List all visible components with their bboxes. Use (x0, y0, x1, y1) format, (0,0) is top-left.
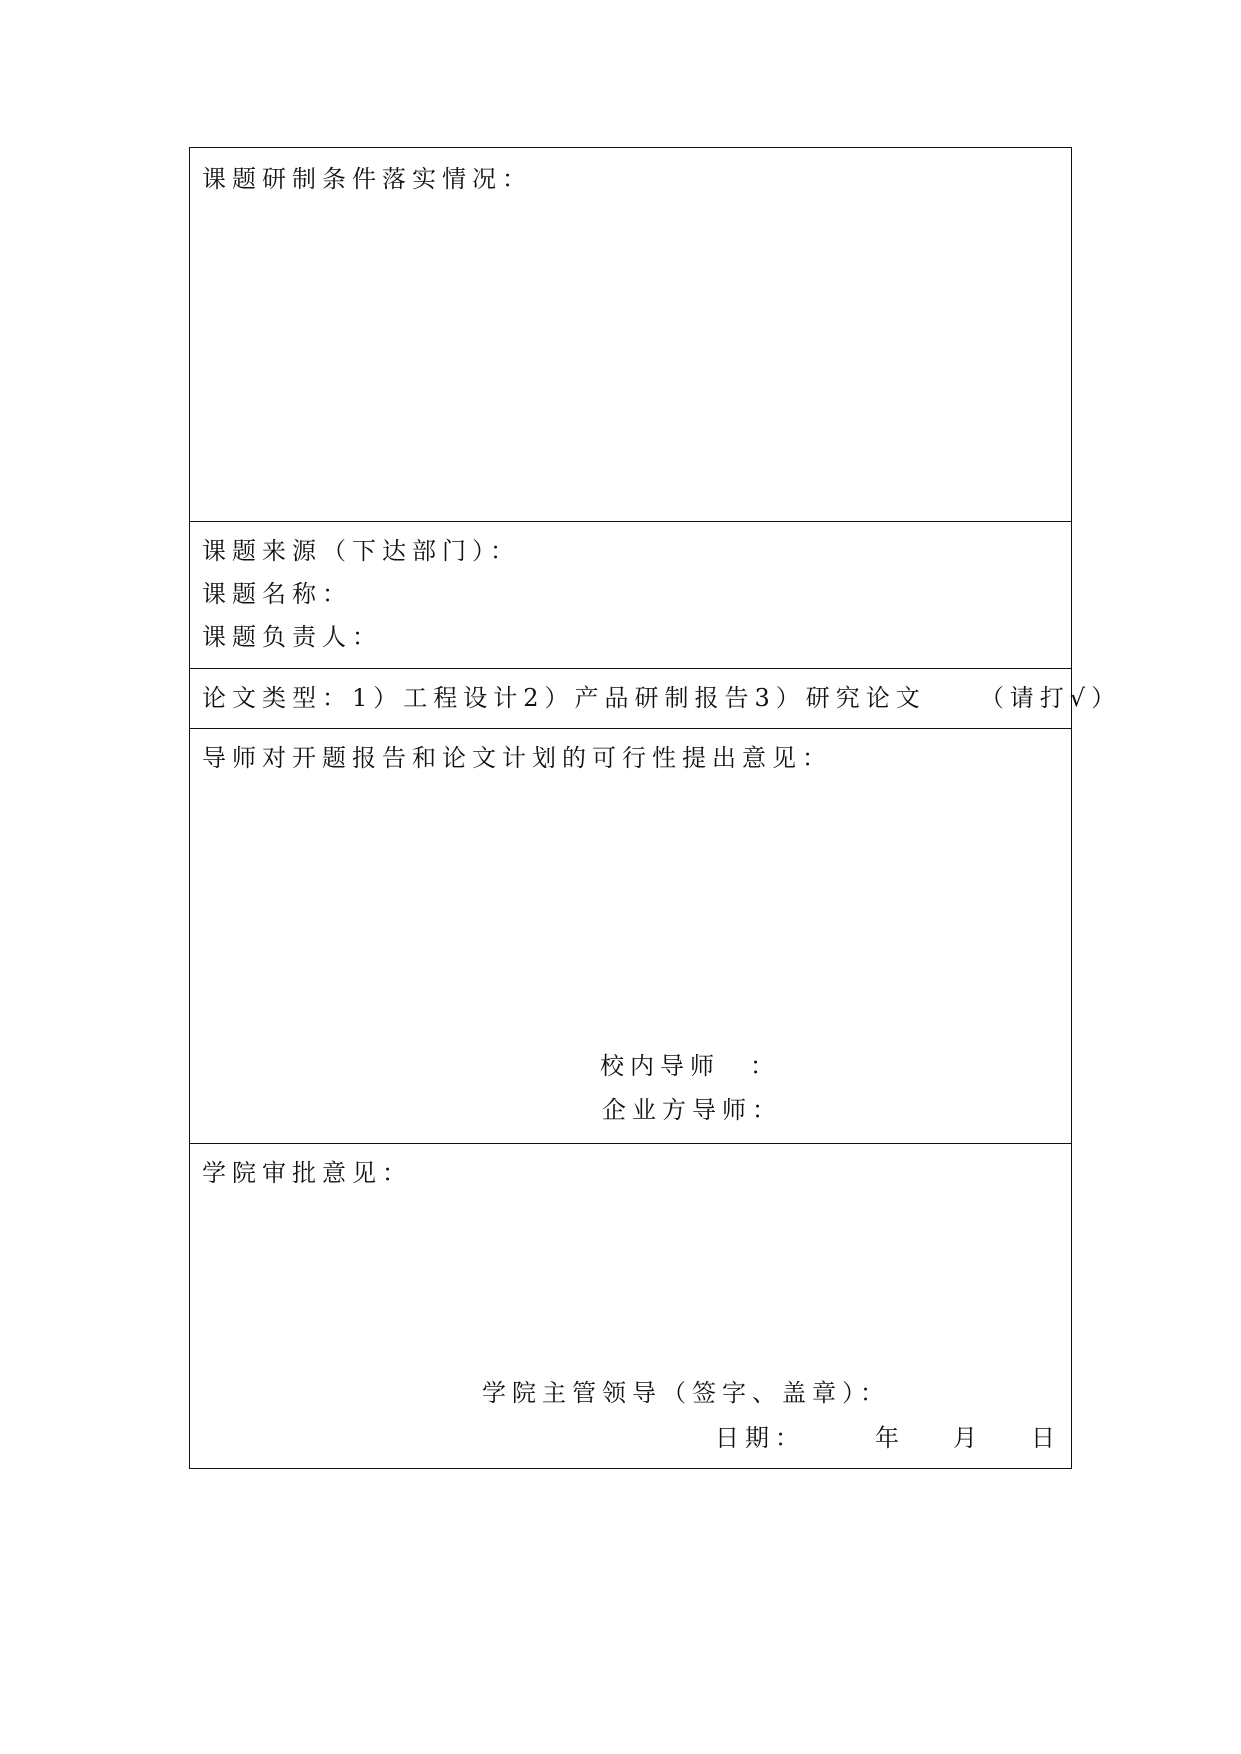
source-row (190, 522, 1071, 669)
year-label: 年 (875, 1424, 905, 1452)
date-label: 日期： (715, 1424, 805, 1452)
thesis-type-label (202, 683, 1121, 713)
month-label: 月 (953, 1424, 983, 1452)
approval-form-table (189, 147, 1122, 1469)
approval-date-line (715, 1423, 1061, 1453)
thesis-type-hint: （请打√） (979, 684, 1122, 712)
internal-advisor-colon: ： (750, 1052, 780, 1080)
college-approval-row (190, 1144, 1071, 1470)
advisor-opinion-row (190, 729, 1071, 1144)
thesis-type-row (190, 669, 1122, 729)
conditions-label: 课题研制条件落实情况： (202, 165, 532, 193)
enterprise-advisor-label: 企业方导师： (602, 1096, 782, 1124)
leader-sign-label: 学院主管领导（签字、盖章）： (482, 1379, 890, 1407)
source-origin-label: 课题来源（下达部门）： (202, 537, 520, 565)
internal-advisor-text: 校内导师 (600, 1052, 720, 1080)
internal-advisor-label (600, 1051, 780, 1081)
source-name-label: 课题名称： (202, 580, 352, 608)
college-approval-label: 学院审批意见： (202, 1159, 412, 1187)
source-leader-label: 课题负责人： (202, 623, 382, 651)
thesis-type-options: 论文类型：1）工程设计2）产品研制报告3）研究论文 (202, 684, 926, 712)
day-label: 日 (1031, 1424, 1061, 1452)
advisor-opinion-label: 导师对开题报告和论文计划的可行性提出意见： (202, 744, 832, 772)
conditions-row (190, 148, 1071, 522)
